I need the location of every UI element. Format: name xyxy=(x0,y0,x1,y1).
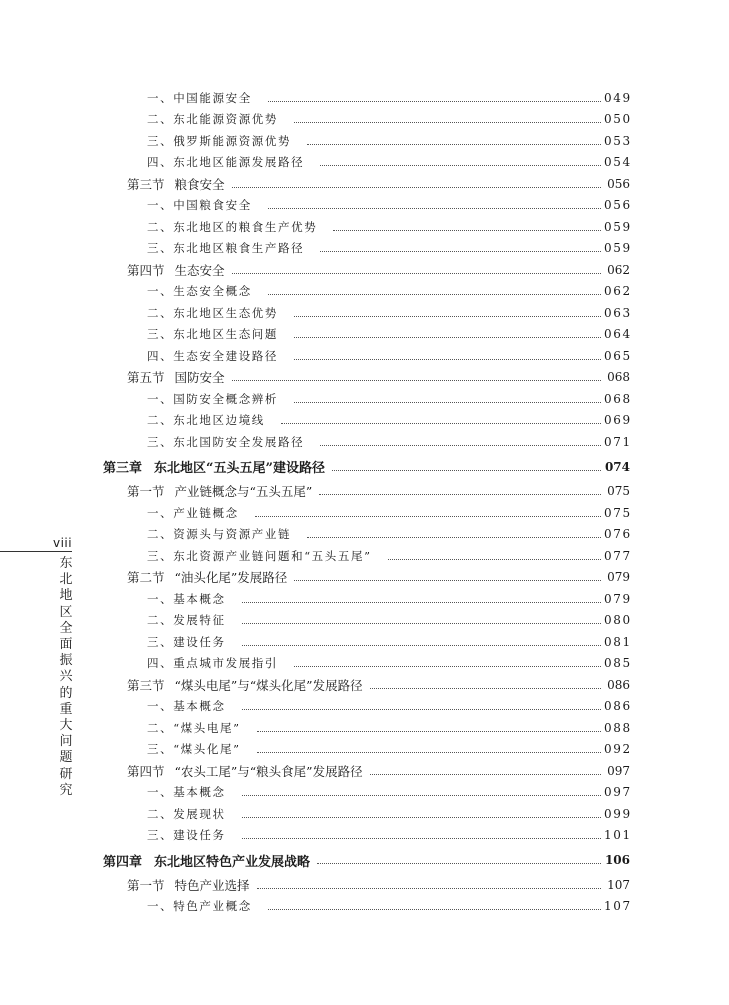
toc-entry-label xyxy=(147,434,308,450)
toc-entry-title: “油头化尾”发展路径 xyxy=(174,570,288,586)
toc-entry-label xyxy=(147,698,230,714)
toc-entry-label xyxy=(147,326,282,342)
toc-entry-label xyxy=(147,612,230,628)
toc-entry-sub xyxy=(0,610,729,632)
toc-entry-label xyxy=(127,261,229,279)
toc-entry-title: 一、基本概念 xyxy=(147,785,226,800)
toc-entry-page-number: 107 xyxy=(607,877,630,892)
toc-entry-label xyxy=(127,876,254,894)
toc-entry-label xyxy=(147,806,230,822)
dot-leader xyxy=(332,469,601,471)
toc-entry-title: 二、“煤头电尾” xyxy=(147,720,241,735)
toc-entry-page-number: 059 xyxy=(604,241,632,256)
toc-entry-label xyxy=(127,762,367,780)
dot-leader xyxy=(242,837,601,839)
dot-leader xyxy=(257,730,601,732)
toc-entry-page-number: 075 xyxy=(607,484,630,499)
toc-entry-number: 第四节 xyxy=(127,262,165,278)
toc-entry-page-number: 068 xyxy=(607,370,630,385)
dot-leader xyxy=(294,401,601,403)
toc-entry-sub xyxy=(0,216,729,238)
dot-leader xyxy=(388,558,601,560)
toc-entry-title: 三、东北地区粮食生产路径 xyxy=(147,241,305,256)
toc-entry-title: 四、东北地区能源发展路径 xyxy=(147,155,305,170)
toc-entry-title: 二、东北能源资源优势 xyxy=(147,112,278,127)
toc-entry-sub xyxy=(0,302,729,324)
dot-leader xyxy=(232,272,601,274)
toc-entry-section xyxy=(0,367,729,389)
toc-entry-page-number: 079 xyxy=(607,570,630,585)
toc-entry-label xyxy=(147,827,230,843)
toc-entry-page-number: 062 xyxy=(607,262,630,277)
dot-leader xyxy=(232,186,601,188)
toc-entry-section xyxy=(0,674,729,696)
toc-entry-title: 一、生态安全概念 xyxy=(147,284,252,299)
toc-entry-page-number: 097 xyxy=(604,785,632,800)
toc-entry-number: 第五节 xyxy=(127,370,165,386)
toc-entry-label xyxy=(147,219,321,235)
toc-entry-label xyxy=(147,240,308,256)
toc-entry-label xyxy=(147,591,230,607)
toc-entry-sub xyxy=(0,345,729,367)
toc-entry-page-number: 079 xyxy=(604,591,632,606)
toc-entry-title: 生态安全 xyxy=(174,262,225,278)
toc-entry-title: 粮食安全 xyxy=(174,176,225,192)
toc-entry-sub xyxy=(0,717,729,739)
toc-entry-page-number: 071 xyxy=(604,434,632,449)
toc-entry-label xyxy=(147,154,308,170)
toc-entry-page-number: 056 xyxy=(607,176,630,191)
dot-leader xyxy=(242,622,601,624)
dot-leader xyxy=(232,379,601,381)
toc-entry-page-number: 053 xyxy=(604,133,632,148)
toc-entry-page-number: 097 xyxy=(607,763,630,778)
toc-entry-page-number: 064 xyxy=(604,327,632,342)
toc-entry-section xyxy=(0,481,729,503)
toc-entry-title: 东北地区特色产业发展战略 xyxy=(154,854,311,870)
toc-entry-title: 四、重点城市发展指引 xyxy=(147,656,278,671)
toc-entry-chapter xyxy=(0,848,729,872)
toc-entry-page-number: 059 xyxy=(604,219,632,234)
toc-entry-label xyxy=(147,391,282,407)
toc-entry-page-number: 086 xyxy=(607,677,630,692)
dot-leader xyxy=(319,493,601,495)
toc-entry-page-number: 062 xyxy=(604,284,632,299)
toc-entry-sub xyxy=(0,281,729,303)
toc-entry-chapter xyxy=(0,455,729,479)
dot-leader xyxy=(242,816,601,818)
toc-entry-page-number: 063 xyxy=(604,305,632,320)
dot-leader xyxy=(294,665,601,667)
toc-entry-number: 第三章 xyxy=(103,461,143,476)
toc-entry-title: 三、建设任务 xyxy=(147,828,226,843)
toc-entry-sub xyxy=(0,782,729,804)
toc-entry-sub xyxy=(0,238,729,260)
toc-entry-title: 二、资源头与资源产业链 xyxy=(147,527,292,542)
toc-entry-title: 一、产业链概念 xyxy=(147,505,239,520)
toc-entry-number: 第一节 xyxy=(127,484,165,500)
toc-entry-title: 东北地区“五头五尾”建设路径 xyxy=(154,461,325,476)
dot-leader xyxy=(257,751,601,753)
toc-entry-label xyxy=(147,111,282,127)
toc-entry-label xyxy=(147,348,282,364)
toc-entry-sub xyxy=(0,130,729,152)
dot-leader xyxy=(370,687,601,689)
toc-entry-label xyxy=(147,283,256,299)
toc-entry-label xyxy=(147,197,256,213)
toc-entry-title: 国防安全 xyxy=(174,370,225,386)
toc-entry-page-number: 101 xyxy=(604,828,632,843)
toc-entry-sub xyxy=(0,431,729,453)
toc-entry-label xyxy=(147,741,245,757)
dot-leader xyxy=(317,862,601,864)
toc-entry-page-number: 086 xyxy=(604,699,632,714)
toc-entry-section xyxy=(0,259,729,281)
toc-entry-sub xyxy=(0,195,729,217)
toc-entry-label xyxy=(127,676,367,694)
toc-entry-title: 二、东北地区生态优势 xyxy=(147,305,278,320)
toc-entry-title: 三、建设任务 xyxy=(147,634,226,649)
dot-leader xyxy=(294,121,601,123)
dot-leader xyxy=(370,773,601,775)
toc-entry-section xyxy=(0,760,729,782)
toc-entry-title: 三、东北资源产业链问题和“五头五尾” xyxy=(147,548,372,563)
dot-leader xyxy=(320,164,601,166)
toc-entry-label xyxy=(147,133,295,149)
toc-entry-title: 三、东北地区生态问题 xyxy=(147,327,278,342)
toc-entry-title: 三、“煤头化尾” xyxy=(147,742,241,757)
toc-entry-page-number: 106 xyxy=(604,853,630,867)
toc-entry-sub xyxy=(0,545,729,567)
toc-entry-section xyxy=(0,173,729,195)
toc-entry-label xyxy=(147,548,376,564)
toc-entry-title: 二、东北地区的粮食生产优势 xyxy=(147,219,318,234)
toc-entry-sub xyxy=(0,410,729,432)
toc-entry-sub xyxy=(0,152,729,174)
toc-entry-page-number: 085 xyxy=(604,656,632,671)
toc-entry-page-number: 069 xyxy=(604,413,632,428)
dot-leader xyxy=(268,207,601,209)
dot-leader xyxy=(333,229,601,231)
toc-entry-page-number: 075 xyxy=(604,505,632,520)
toc-entry-label xyxy=(127,482,316,500)
toc-entry-sub xyxy=(0,524,729,546)
toc-entry-section xyxy=(0,874,729,896)
dot-leader xyxy=(294,336,601,338)
dot-leader xyxy=(255,515,601,517)
toc-entry-page-number: 065 xyxy=(604,348,632,363)
toc-entry-sub xyxy=(0,739,729,761)
dot-leader xyxy=(320,444,601,446)
toc-entry-title: “农头工尾”与“粮头食尾”发展路径 xyxy=(174,763,363,779)
toc-entry-label xyxy=(147,505,243,521)
toc-entry-label xyxy=(127,368,229,386)
toc-entry-page-number: 076 xyxy=(604,527,632,542)
toc-entry-title: 一、中国能源安全 xyxy=(147,90,252,105)
toc-entry-page-number: 081 xyxy=(604,634,632,649)
toc-entry-page-number: 099 xyxy=(604,806,632,821)
toc-entry-sub xyxy=(0,388,729,410)
toc-entry-page-number: 056 xyxy=(604,198,632,213)
dot-leader xyxy=(294,315,601,317)
dot-leader xyxy=(307,536,601,538)
toc-entry-page-number: 054 xyxy=(604,155,632,170)
dot-leader xyxy=(281,422,601,424)
toc-entry-label xyxy=(127,175,229,193)
dot-leader xyxy=(257,887,601,889)
dot-leader xyxy=(320,250,601,252)
toc-entry-label xyxy=(147,720,245,736)
toc-entry-title: “煤头电尾”与“煤头化尾”发展路径 xyxy=(174,677,363,693)
dot-leader xyxy=(268,908,601,910)
toc-entry-title: 一、特色产业概念 xyxy=(147,899,252,914)
toc-entry-sub xyxy=(0,825,729,847)
toc-entry-number: 第三节 xyxy=(127,677,165,693)
toc-entry-label xyxy=(147,898,256,914)
toc-entry-label xyxy=(147,526,295,542)
toc-entry-sub xyxy=(0,696,729,718)
toc-entry-number: 第四章 xyxy=(103,854,143,870)
toc-entry-page-number: 088 xyxy=(604,720,632,735)
toc-entry-title: 二、发展现状 xyxy=(147,806,226,821)
toc-entry-number: 第二节 xyxy=(127,570,165,586)
toc-entry-title: 四、生态安全建设路径 xyxy=(147,348,278,363)
toc-entry-sub xyxy=(0,653,729,675)
dot-leader xyxy=(268,100,601,102)
toc-entry-label xyxy=(147,305,282,321)
toc-entry-label xyxy=(147,784,230,800)
dot-leader xyxy=(307,143,601,145)
toc-entry-title: 二、东北地区边境线 xyxy=(147,413,265,428)
toc-entry-title: 一、基本概念 xyxy=(147,591,226,606)
toc-entry-label xyxy=(147,655,282,671)
toc-entry-title: 一、基本概念 xyxy=(147,699,226,714)
dot-leader xyxy=(294,358,601,360)
toc-entry-title: 特色产业选择 xyxy=(174,877,250,893)
toc-entry-sub xyxy=(0,502,729,524)
toc-entry-title: 三、东北国防安全发展路径 xyxy=(147,434,305,449)
toc-entry-label xyxy=(147,90,256,106)
toc-entry-label xyxy=(127,568,291,586)
dot-leader xyxy=(242,644,601,646)
toc-entry-title: 二、发展特征 xyxy=(147,613,226,628)
running-book-title: 东北地区全面振兴的重大问题研究 xyxy=(59,556,73,798)
toc-entry-label xyxy=(103,851,314,870)
side-rule-divider xyxy=(0,551,72,552)
toc-entry-page-number: 092 xyxy=(604,742,632,757)
toc-entry-label xyxy=(103,457,329,476)
toc-entry-sub xyxy=(0,109,729,131)
dot-leader xyxy=(242,601,601,603)
toc-entry-page-number: 080 xyxy=(604,613,632,628)
toc-entry-sub xyxy=(0,324,729,346)
toc-entry-title: 一、中国粮食安全 xyxy=(147,198,252,213)
table-of-contents xyxy=(0,87,729,917)
page-folio: viii xyxy=(53,536,73,550)
toc-entry-sub xyxy=(0,896,729,918)
toc-entry-section xyxy=(0,567,729,589)
toc-entry-sub xyxy=(0,87,729,109)
toc-entry-page-number: 077 xyxy=(604,548,632,563)
toc-entry-page-number: 074 xyxy=(604,459,630,474)
toc-entry-sub xyxy=(0,631,729,653)
toc-entry-page-number: 050 xyxy=(604,112,632,127)
toc-entry-title: 三、俄罗斯能源资源优势 xyxy=(147,133,292,148)
toc-entry-label xyxy=(147,634,230,650)
toc-entry-title: 产业链概念与“五头五尾” xyxy=(174,484,313,500)
toc-entry-page-number: 068 xyxy=(604,391,632,406)
dot-leader xyxy=(294,579,601,581)
toc-entry-page-number: 107 xyxy=(604,899,632,914)
toc-entry-number: 第一节 xyxy=(127,877,165,893)
dot-leader xyxy=(268,293,601,295)
toc-entry-sub xyxy=(0,588,729,610)
toc-entry-label xyxy=(147,412,269,428)
toc-entry-number: 第三节 xyxy=(127,176,165,192)
toc-entry-title: 一、国防安全概念辨析 xyxy=(147,391,278,406)
dot-leader xyxy=(242,794,601,796)
dot-leader xyxy=(242,708,601,710)
toc-entry-sub xyxy=(0,803,729,825)
toc-entry-number: 第四节 xyxy=(127,763,165,779)
toc-entry-page-number: 049 xyxy=(604,90,632,105)
